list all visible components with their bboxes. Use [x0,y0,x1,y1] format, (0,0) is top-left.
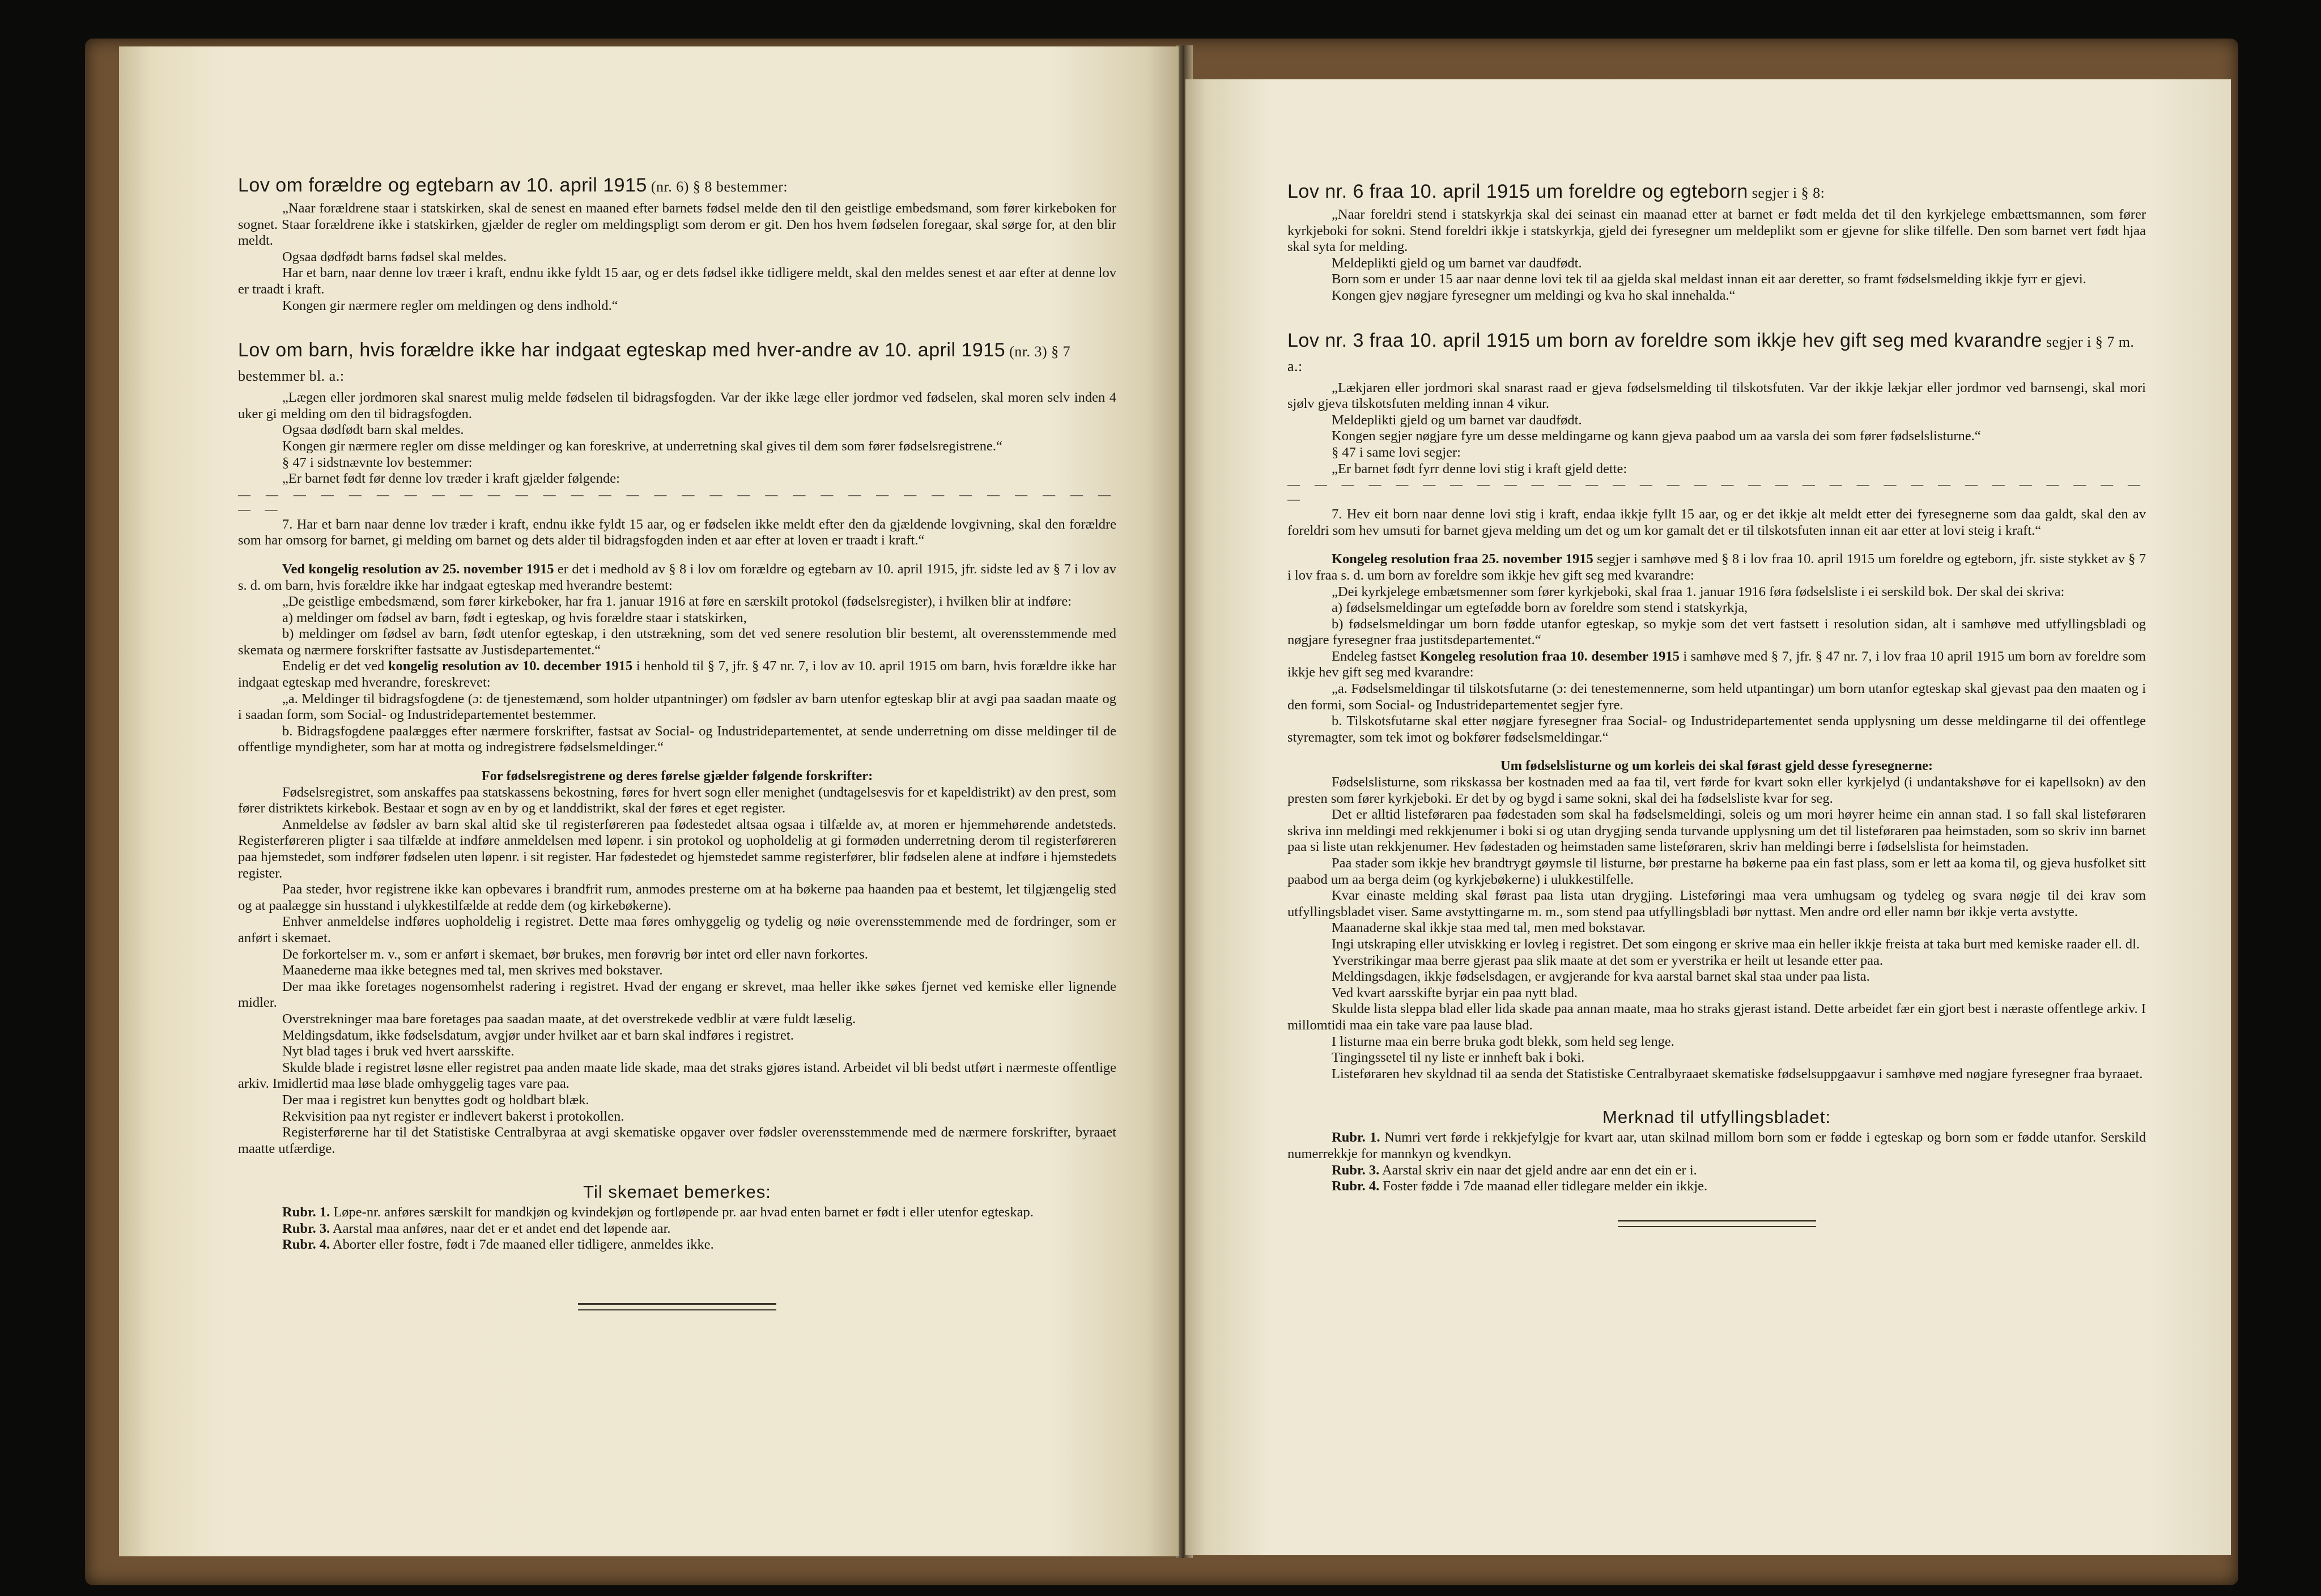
right-s4-p1: Fødselslisturne, som rikskassa ber kostnaden med aa faa til, vert førde for kvart sokn eller kyrkjelyd (i undantakshøve for ei kapellsokn) av den presten som fører kyrkjeboki. Er det by og bygd i same sokni, skal dei ha fødselsliste kvar for seg. [1287,774,2146,806]
left-s2-p4: § 47 i sidstnævnte lov bestemmer: [282,454,473,470]
left-end-rule-2 [578,1309,776,1310]
right-s3-p2: „Dei kyrkjelege embætsmenner som fører kyrkjeboki, skal fraa 1. januar 1916 føra fødselsliste i ei serskild bok. Der skal dei skriva: [1332,584,2065,599]
left-s4-p10: Nyt blad tages i bruk ved hvert aarsskifte. [282,1044,515,1059]
left-s4-p9: Meldingsdatum, ikke fødselsdatum, avgjør under hvilket aar et barn skal indføres i registret. [282,1027,794,1043]
right-section2-title: Lov nr. 3 fraa 10. april 1915 um born av foreldre som ikkje hev gift seg med kvarandre segjer i § 7 m. a.: [1287,329,2135,374]
left-section1-title: Lov om forældre og egtebarn av 10. april 1915 (nr. 6) § 8 bestemmer: [238,175,788,196]
left-rubr-3: Rubr. 3. Aarstal maa anføres, naar det er et andet end det løpende aar. [282,1220,671,1236]
left-s3-p6: „a. Meldinger til bidragsfogdene (ɔ: de tjenestemænd, som holder utpantninger) om fødsler av barn utenfor egteskap blir at avgi paa saadan maate og i saadan form, som Social- og Industridepartementet bestemmer. [238,691,1116,723]
left-s2-p1: „Lægen eller jordmoren skal snarest mulig melde fødselen til bidragsfogden. Var der ikke læge eller jordmor ved fødselen, skal moren selv inden 4 uker gi melding om den til bidragsfogden. [238,390,1116,422]
right-s4-p3: Paa stader som ikkje hev brandtrygt gøymsle til listurne, bør prestarne ha bøkerne paa ein fast plass, som er lett aa koma til, og gjeva husfolket sitt paabod um aa berga deim (og kyrkjebøkerne) i ulukkestilfelle. [1287,856,2146,887]
right-s3-p5: Endeleg fastset Kongeleg resolution fraa 10. desember 1915 i samhøve med § 7, jfr. § 47 nr. 7, i lov fraa 10 april 1915 um born av foreldre som ikkje hev gift seg med kvarandre: [1287,648,2146,680]
right-s1-p4: Kongen gjev nøgjare fyresegner um meldingi og kva ho skal innehalda.“ [1332,287,1736,303]
left-section2-title: Lov om barn, hvis forældre ikke har indgaat egteskap med hver-andre av 10. april 1915 (nr. 3) § 7 bestemmer bl. a.: [238,339,1071,385]
left-s4-p6: Maanederne maa ikke betegnes med tal, men skrives med bokstaver. [282,963,663,978]
right-s2-p2: Meldeplikti gjeld og um barnet var daudfødt. [1332,412,1582,428]
left-s3-p2: „De geistlige embedsmænd, som fører kirkeboker, har fra 1. januar 1916 at føre en særskilt protokol (fødselsregister), i hvilken blir at indføre: [282,594,1072,610]
right-s3-p3: a) fødselsmeldingar um egtefødde born av foreldre som stend i statskyrkja, [1332,600,1748,616]
right-s2-p3: Kongen segjer nøgjare fyre um desse meldingarne og kann gjeva paabod um aa varsla dei som fører fødselslisturne.“ [1332,428,1981,444]
right-s2-p5: „Er barnet født fyrr denne lovi stig i kraft gjeld dette: [1332,461,1627,476]
left-rubr-4: Rubr. 4. Aborter eller fostre, født i 7de maaned eller tidligere, anmeldes ikke. [282,1237,714,1253]
right-s3-p1: Kongeleg resolution fraa 25. november 1915 segjer i samhøve med § 8 i lov fraa 10. april 1915 um foreldre og egteborn, jfr. siste stykket av § 7 i lov fraa s. d. um born av foreldre som ikkje hev gift seg med kvarandre: [1287,551,2146,583]
left-s4-p14: Registerførerne har til det Statistiske Centralbyraa at avgi skematiske opgaver over fødsler overensstemmende med de nærmere forskrifter, byraaet maatte utfærdige. [238,1125,1116,1156]
right-rubr-4: Rubr. 4. Foster fødde i 7de maanad eller tidlegare melder ein ikkje. [1332,1178,1708,1194]
left-s4-p13: Rekvisition paa nyt register er indlevert bakerst i protokollen. [282,1108,624,1124]
left-s1-p3: Har et barn, naar denne lov træer i kraft, endnu ikke fyldt 15 aar, og er dets fødsel ikke tidligere meldt, skal den meldes senest et aar efter at denne lov er traadt i kraft. [238,265,1116,297]
left-s3-p5: Endelig er det ved kongelig resolution av 10. december 1915 i henhold til § 7, jfr. § 47 nr. 7, i lov av 10. april 1915 om barn, hvis forældre ikke har indgaat egteskap med hverandre, foreskrevet: [238,658,1116,691]
left-s4-p12: Der maa i registret kun benyttes godt og holdbart blæk. [282,1092,589,1108]
left-s1-p1: „Naar forældrene staar i statskirken, skal de senest en maaned efter barnets fødsel melde den til den geistlige embedsmand, som fører kirkeboken for sognet. Staar forældrene ikke i statskirken, gjælder de regler om meldingspligt som derom er git. Den hos hvem fødselen foregaar, skal sørge for, at den blir meldt. [238,201,1116,249]
left-rubr-1: Rubr. 1. Løpe-nr. anføres særskilt for mandkjøn og kvindekjøn og fortløpende pr. aar hvad enten barnet er født i eller utenfor egteskap. [282,1205,1034,1220]
left-s4-p2: Anmeldelse av fødsler av barn skal altid ske til registerføreren paa fødestedet altsaa ogsaa i tilfælde av, at moren er hjemmehørende andetsteds. Registerføreren pligter i saa tilfælde at indføre anmeldelsen med løpenr. i sin protokol og uopholdelig at gi formøden underretning derom til registerføreren paa hjemstedet, som indfører fødselen uten løpenr. i sit register. Har fødestedet og hjemstedet samme registerfører, blir fødselen alene at indføre i hjemstedets register. [238,816,1116,881]
left-s2-p3: Kongen gir nærmere regler om disse meldinger og kan foreskrive, at underretning skal gives til dem som fører fødselsregistrene.“ [282,438,1002,454]
right-s4-p6: Ingi utskraping eller utviskking er lovleg i registret. Det som eingong er skrive maa ein heller ikkje freista at taka burt med kemiske raader ell. dl. [1332,936,2140,952]
left-section5-title: Til skemaet bemerkes: [583,1182,771,1202]
right-rubr-3: Rubr. 3. Aarstal skriv ein naar det gjeld andre aar enn det ein er i. [1332,1162,1697,1178]
left-s4-heading: For fødselsregistrene og deres førelse gjælder følgende forskrifter: [481,768,873,784]
left-s2-p2: Ogsaa dødfødt barn skal meldes. [282,422,464,438]
right-end-rule-2 [1618,1226,1816,1227]
right-s4-p5: Maanaderne skal ikkje staa med tal, men med bokstavar. [1332,920,1646,936]
right-s2-p1: „Lækjaren eller jordmori skal snarast raad er gjeva fødselsmelding til tilskotsfuten. Var der ikkje lækjar eller jordmor ved barnsengi, skal mori sjølv gjeva tilskotsfuten melding innan 4 vikur. [1287,380,2146,412]
right-s4-p2: Det er alltid listeføraren paa fødestaden som skal ha fødselsmeldingi, soleis og um mori høyrer heime ein annan stad. I so fall skal listeføraren skriva inn meldingi med rekkjenumer i boki si og utan drygjing senda turvande upplysning um det til listeføraren paa heimstaden, som so skriv inn barnet paa si liste utan rekkjenumer. Hev fødestaden og heimstaden same listeføraren, skriv han meldingi berre i fødselslista for heimstaden. [1287,807,2146,855]
left-s3-p3: a) meldinger om fødsel av barn, født i egteskap, og hvis forældre staar i statskirken, [282,610,747,625]
right-s4-p7: Yverstrikingar maa berre gjerast paa slik maate at det som er yverstrika er heilt ut lesande etter paa. [1332,952,1884,968]
right-s2-p4: § 47 i same lovi segjer: [1332,444,1461,460]
right-section1-title: Lov nr. 6 fraa 10. april 1915 um foreldre og egteborn segjer i § 8: [1287,181,1825,202]
right-s4-p11: I listurne maa ein berre bruka godt blekk, som held seg lenge. [1332,1033,1674,1049]
right-end-rule [1618,1220,1816,1222]
left-end-rule [578,1303,776,1305]
left-page [119,46,1179,1556]
right-s3-p7: b. Tilskotsfutarne skal etter nøgjare fyresegner fraa Social- og Industridepartementet senda upplysning um desse meldingarne til dei offentlege styremagter, som tek imot og bokfører fødselsmeldingar.“ [1287,713,2146,745]
left-s4-p8: Overstrekninger maa bare foretages paa saadan maate, at det overstrekede vedblir at være fuldt læselig. [282,1011,856,1027]
left-s3-p7: b. Bidragsfogdene paalægges efter nærmere forskrifter, fastsat av Social- og Industridepartementet, at sende underretning om disse meldinger til de offentlige myndigheter, som har at motta og indregistrere fødselsmeldinger.“ [238,723,1116,755]
left-s4-p1: Fødselsregistret, som anskaffes paa statskassens bekostning, føres for hvert sogn eller menighet (undtagelsesvis for et kapeldistrikt) av den prest, som fører distriktets kirkebok. Bestaar et sogn av en by og et landdistrikt, skal der føres et eget register. [238,784,1116,816]
right-s2-dashes: — — — — — — — — — — — — — — — — — — — — — — — — — — — — — — — — — [1287,477,2146,507]
right-s1-p3: Born som er under 15 aar naar denne lovi tek til aa gjelda skal meldast innan eit aar deretter, so framt fødselsmelding ikkje fyrr er gjevi. [1332,271,2086,287]
right-s4-p13: Listeføraren hev skyldnad til aa senda det Statistiske Centralbyraaet skematiske fødselsuppgaavur i samhøve med nøgjare fyresegner fraa byraaet. [1332,1066,2143,1082]
right-s1-p2: Meldeplikti gjeld og um barnet var daudfødt. [1332,255,1582,271]
left-s4-p3: Paa steder, hvor registrene ikke kan opbevares i brandfrit rum, anmodes presterne om at ha bøkerne paa haanden paa et bestemt, let tilgjængelig sted og at paalægge sin husstand i ulykkestilfælde at redde dem (og kirkebøkerne). [238,882,1116,913]
left-s2-p6: 7. Har et barn naar denne lov træder i kraft, endnu ikke fyldt 15 aar, og er fødselen ikke meldt efter den da gjældende lovgivning, skal den forældre som har omsorg for barnet, gi melding om barnet og dets alder til bidragsfogden inden et aar efter at loven er traadt i kraft.“ [238,516,1116,548]
right-s4-heading: Um fødselslisturne og um korleis dei skal førast gjeld desse fyresegnerne: [1500,758,1933,774]
right-s4-p12: Tingingssetel til ny liste er innheft bak i boki. [1332,1050,1585,1066]
right-s3-p4: b) fødselsmeldingar um born fødde utanfor egteskap, so mykje som det vert fastsett i resolution sidan, alt i samhøve med utfyllingsbladi og nøgjare fyresegner fraa justitsdepartementet.“ [1287,616,2146,648]
right-s4-p10: Skulde lista sleppa blad eller lida skade paa annan maate, maa ho straks gjerast istand. Dette arbeidet fær ein gjort best i næraste offentlege arkiv. I millomtidi maa ein take vare paa lause blad. [1287,1001,2146,1033]
left-s4-p4: Enhver anmeldelse indføres uopholdelig i registret. Dette maa føres omhyggelig og tydelig og nøie overensstemmende med de fordringer, som er anført i skemaet. [238,914,1116,946]
right-rubr-1: Rubr. 1. Numri vert førde i rekkjefylgje for kvart aar, utan skilnad millom born som er fødde i egteskap og born som er fødde utanfor. Serskild numerrekkje for mannkyn og kvendkyn. [1287,1130,2146,1161]
right-s4-p4: Kvar einaste melding skal førast paa lista utan drygjing. Listeføringi maa vera umhugsam og tydeleg og svara nøgje til dei krav som utfyllingsbladet viser. Same avstyttingarne m. m., som stend paa utfyllingsbladi bør nyttast. Men andre ord eller namn bør ikkje verta avstytte. [1287,888,2146,920]
right-s4-p8: Meldingsdagen, ikkje fødselsdagen, er avgjerande for kva aarstal barnet skal staa under paa lista. [1332,969,1870,985]
left-s4-p7: Der maa ikke foretages nogensomhelst radering i registret. Hvad der engang er skrevet, maa heller ikke søkes fjernet ved kemiske eller lignende midler. [238,978,1116,1011]
left-s2-p5: „Er barnet født før denne lov træder i kraft gjælder følgende: [282,471,620,487]
left-s1-p2: Ogsaa dødfødt barns fødsel skal meldes. [282,249,507,265]
right-s4-p9: Ved kvart aarsskifte byrjar ein paa nytt blad. [1332,985,1578,1001]
right-s2-p6: 7. Hev eit born naar denne lovi stig i kraft, endaa ikkje fyllt 15 aar, og er det ikkje alt meldt etter dei fyresegnerne som daa galdt, skal den av foreldri som hev umsuti for barnet gjeva melding um det og um kor gamalt det er til tilskotsfuten innan eit aar etter at lovi steig i kraft.“ [1287,507,2146,538]
left-s2-dashes: — — — — — — — — — — — — — — — — — — — — — — — — — — — — — — — — — — [238,487,1116,516]
left-s1-p4: Kongen gir nærmere regler om meldingen og dens indhold.“ [282,297,618,313]
right-s3-p6: „a. Fødselsmeldingar til tilskotsfutarne (ɔ: dei tenestemennerne, som held utpantingar) um born utanfor egteskap skal gjevast paa den maaten og i den formi, som Social- og Industridepartementet segjer fyre. [1287,681,2146,713]
right-page [1185,79,2231,1555]
left-s4-p11: Skulde blade i registret løsne eller registret paa anden maate lide skade, maa det straks gjøres istand. Arbeidet vil bli bedst utført i nærmeste offentlige arkiv. Imidlertid maa løse blade omhyggelig tages vare paa. [238,1059,1116,1092]
right-s1-p1: „Naar foreldri stend i statskyrkja skal dei seinast ein maanad etter at barnet er født melda det til den kyrkjelege embættsmannen, som fører kyrkjeboki for sokni. Stend foreldri ikkje i statskyrkja, gjeld dei fyresegner um meldeplikt som er gjevne for slike tilfelle. Den som barnet vert født hjaa skal syta for melding. [1287,207,2146,255]
left-s3-p1: Ved kongelig resolution av 25. november 1915 er det i medhold av § 8 i lov om forældre og egtebarn av 10. april 1915, jfr. sidste led av § 7 i lov av s. d. om barn, hvis forældre ikke har indgaat egteskap med hverandre bestemt: [238,561,1116,593]
right-section5-title: Merknad til utfyllingsbladet: [1602,1107,1831,1127]
left-s4-p5: De forkortelser m. v., som er anført i skemaet, bør brukes, men forøvrig bør intet ord eller navn forkortes. [282,946,868,962]
left-s3-p4: b) meldinger om fødsel av barn, født utenfor egteskap, i den utstrækning, som det ved senere resolution blir bestemt, alt overensstemmende med skemata og nærmere forskrifter fastsatte av Justisdepartementet.“ [238,626,1116,658]
